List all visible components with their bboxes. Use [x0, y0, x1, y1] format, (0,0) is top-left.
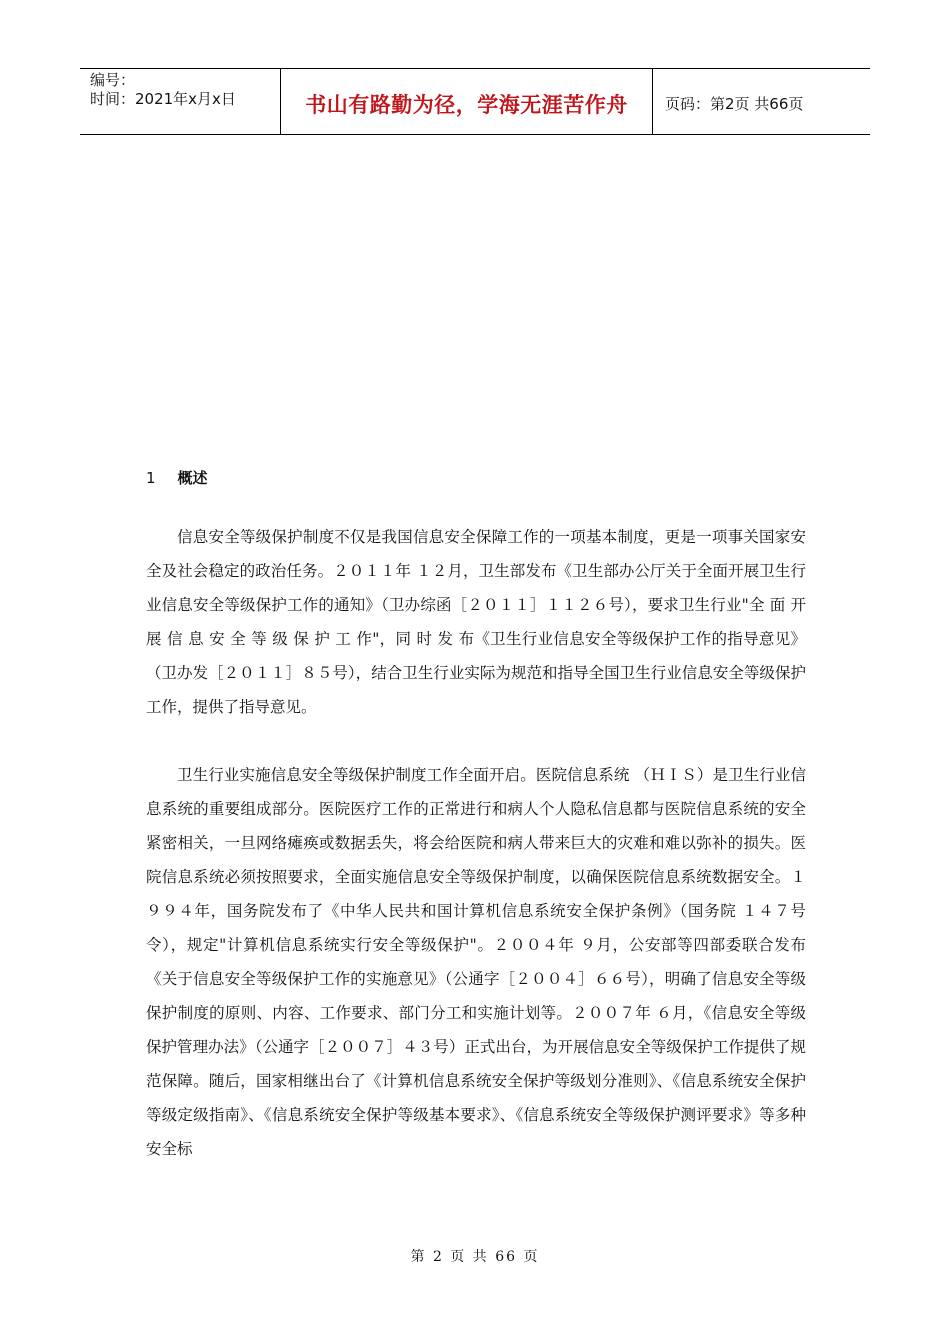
document-date: 时间：2021年x月x日: [90, 90, 236, 108]
header-motto-cell: [281, 69, 653, 134]
document-body: [146, 460, 806, 1166]
header-page-cell: [653, 69, 870, 134]
section-title: 概述: [177, 469, 208, 487]
page-footer: 第 2 页 共 66 页: [410, 1249, 540, 1265]
document-number-label: 编号：: [90, 71, 136, 89]
paragraph: 卫生行业实施信息安全等级保护制度工作全面开启。医院信息系统 （ＨＩＳ）是卫生行业信息系统的重要组成部分。医院医疗工作的正常进行和病人个人隐私信息都与医院信息系统的安全紧密相关，一旦网络瘫痪或数据丢失，将会给医院和病人带来巨大的灾难和难以弥补的损失。医院信息系统必须按照要求，全面实施信息安全等级保护制度，以确保医院信息系统数据安全。１９９４年，国务院发布了《中华人民共和国计算机信息系统安全保护条例》（国务院 １４７号令），规定"计算机信息系统实行安全等级保护"。２００４年 ９月，公安部等四部委联合发布《关于信息安全等级保护工作的实施意见》（公通字［２００４］６６号），明确了信息安全等级保护制度的原则、内容、工作要求、部门分工和实施计划等。２００７年 ６月，《信息安全等级保护管理办法》（公通字［２００７］４３号）正式出台，为开展信息安全等级保护工作提供了规范保障。随后，国家相继出台了《计算机信息系统安全保护等级划分准则》、《信息系统安全保护等级定级指南》、《信息系统安全保护等级基本要求》、《信息系统安全等级保护测评要求》等多种安全标: [146, 766, 806, 1158]
paragraph: 信息安全等级保护制度不仅是我国信息安全保障工作的一项基本制度，更是一项事关国家安全及社会稳定的政治任务。２０１１年 １２月，卫生部发布《卫生部办公厅关于全面开展卫生行业信息安全等级保护工作的通知》（卫办综函［２０１１］１１２６号），要求卫生行业"全 面 开 展 信 息 安 全 等 级 保 护 工 作"，同 时 发 布《卫生行业信息安全等级保护工作的指导意见》（卫办发［２０１１］８５号），结合卫生行业实际为规范和指导全国卫生行业信息安全等级保护工作，提供了指导意见。: [146, 528, 806, 716]
header-motto: 书山有路勤为径，学海无涯苦作舟: [305, 92, 628, 117]
section-number: 1: [146, 469, 156, 487]
header-meta-cell: [80, 69, 281, 134]
section-heading: [146, 460, 806, 496]
document-header: [80, 68, 870, 135]
header-page-info: 页码：第2页 共66页: [665, 95, 804, 113]
